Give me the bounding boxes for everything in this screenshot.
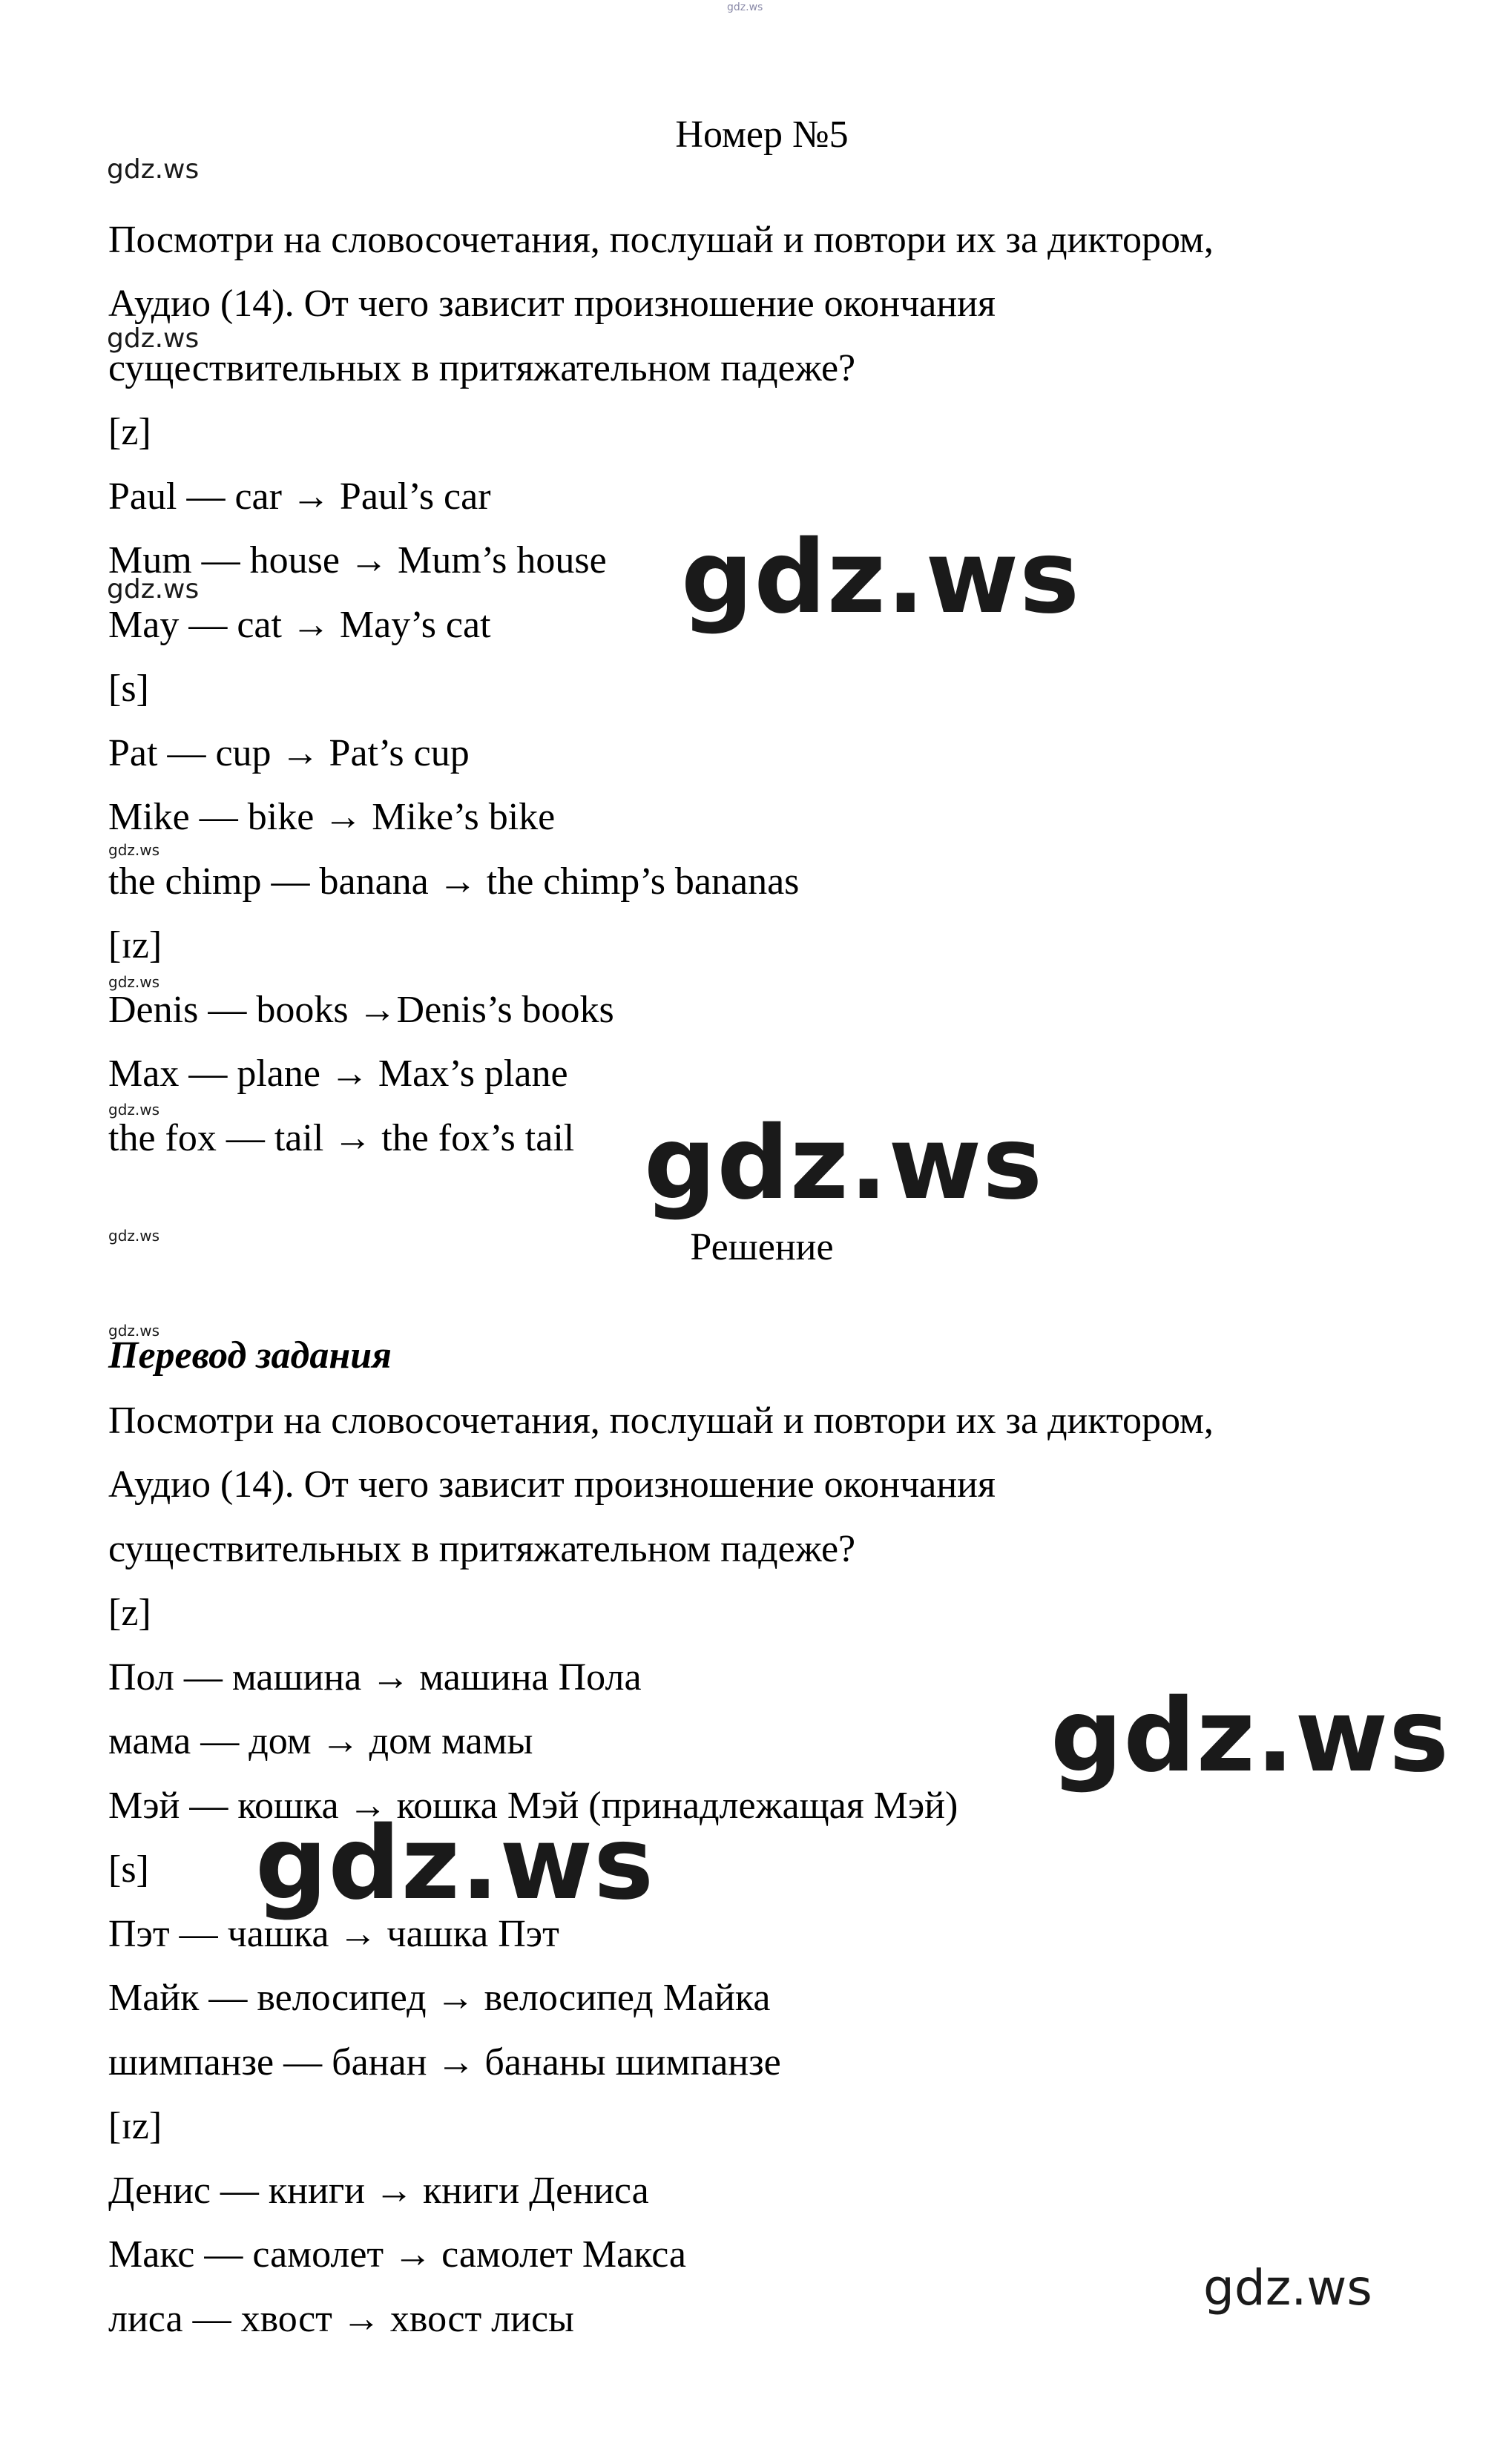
task-line: the chimp — banana → the chimp’s bananas xyxy=(108,860,800,903)
task-line: Paul — car → Paul’s car xyxy=(108,475,491,518)
translation-line: Посмотри на словосочетания, послушай и повтори их за диктором, xyxy=(108,1400,1214,1442)
task-line: the fox — tail → the fox’s tail xyxy=(108,1117,575,1159)
watermark: gdz.ws xyxy=(727,1,763,13)
watermark: gdz.ws xyxy=(108,1322,160,1340)
translation-line: Мэй — кошка → кошка Мэй (принадлежащая Мэй) xyxy=(108,1785,958,1827)
translation-line: [ɪz] xyxy=(108,2105,162,2147)
watermark: gdz.ws xyxy=(108,1227,160,1245)
translation-line: Денис — книги → книги Дениса xyxy=(108,2170,649,2212)
watermark: gdz.ws xyxy=(644,1105,1044,1222)
solution-heading: Решение xyxy=(690,1226,834,1268)
watermark: gdz.ws xyxy=(107,323,200,354)
watermark: gdz.ws xyxy=(107,154,200,185)
translation-line: мама — дом → дом мамы xyxy=(108,1720,533,1762)
task-line: Аудио (14). От чего зависит произношение окончания xyxy=(108,283,996,325)
translation-line: лиса — хвост → хвост лисы xyxy=(108,2298,574,2340)
translation-line: шимпанзе — банан → бананы шимпанзе xyxy=(108,2041,781,2083)
task-line: Посмотри на словосочетания, послушай и повтори их за диктором, xyxy=(108,219,1214,261)
task-line: существительных в притяжательном падеже? xyxy=(108,347,856,389)
task-line: May — cat → May’s cat xyxy=(108,604,491,646)
task-line: Denis — books →Denis’s books xyxy=(108,989,614,1031)
translation-line: существительных в притяжательном падеже? xyxy=(108,1528,856,1570)
translation-line: [s] xyxy=(108,1848,149,1891)
translation-line: Майк — велосипед → велосипед Майка xyxy=(108,1977,771,2019)
watermark: gdz.ws xyxy=(108,973,160,991)
task-line: Max — plane → Max’s plane xyxy=(108,1053,568,1095)
watermark: gdz.ws xyxy=(1203,2259,1372,2316)
translation-line: [z] xyxy=(108,1592,151,1634)
page-title: Номер №5 xyxy=(675,113,849,156)
watermark: gdz.ws xyxy=(107,574,200,605)
watermark: gdz.ws xyxy=(255,1805,655,1923)
watermark: gdz.ws xyxy=(108,1101,160,1119)
task-line: Mike — bike → Mike’s bike xyxy=(108,796,556,838)
watermark: gdz.ws xyxy=(108,841,160,859)
task-line: Mum — house → Mum’s house xyxy=(108,539,607,582)
watermark: gdz.ws xyxy=(1050,1678,1450,1795)
task-line: [ɪz] xyxy=(108,924,162,966)
task-line: [s] xyxy=(108,668,149,710)
translation-line: Аудио (14). От чего зависит произношение окончания xyxy=(108,1463,996,1506)
watermark: gdz.ws xyxy=(681,519,1081,636)
translation-line: Пол — машина → машина Пола xyxy=(108,1656,642,1699)
translation-line: Пэт — чашка → чашка Пэт xyxy=(108,1913,559,1955)
task-line: [z] xyxy=(108,411,151,453)
translation-line: Макс — самолет → самолет Макса xyxy=(108,2233,686,2276)
task-line: Pat — cup → Pat’s cup xyxy=(108,732,470,774)
translation-heading: Перевод задания xyxy=(108,1334,392,1377)
